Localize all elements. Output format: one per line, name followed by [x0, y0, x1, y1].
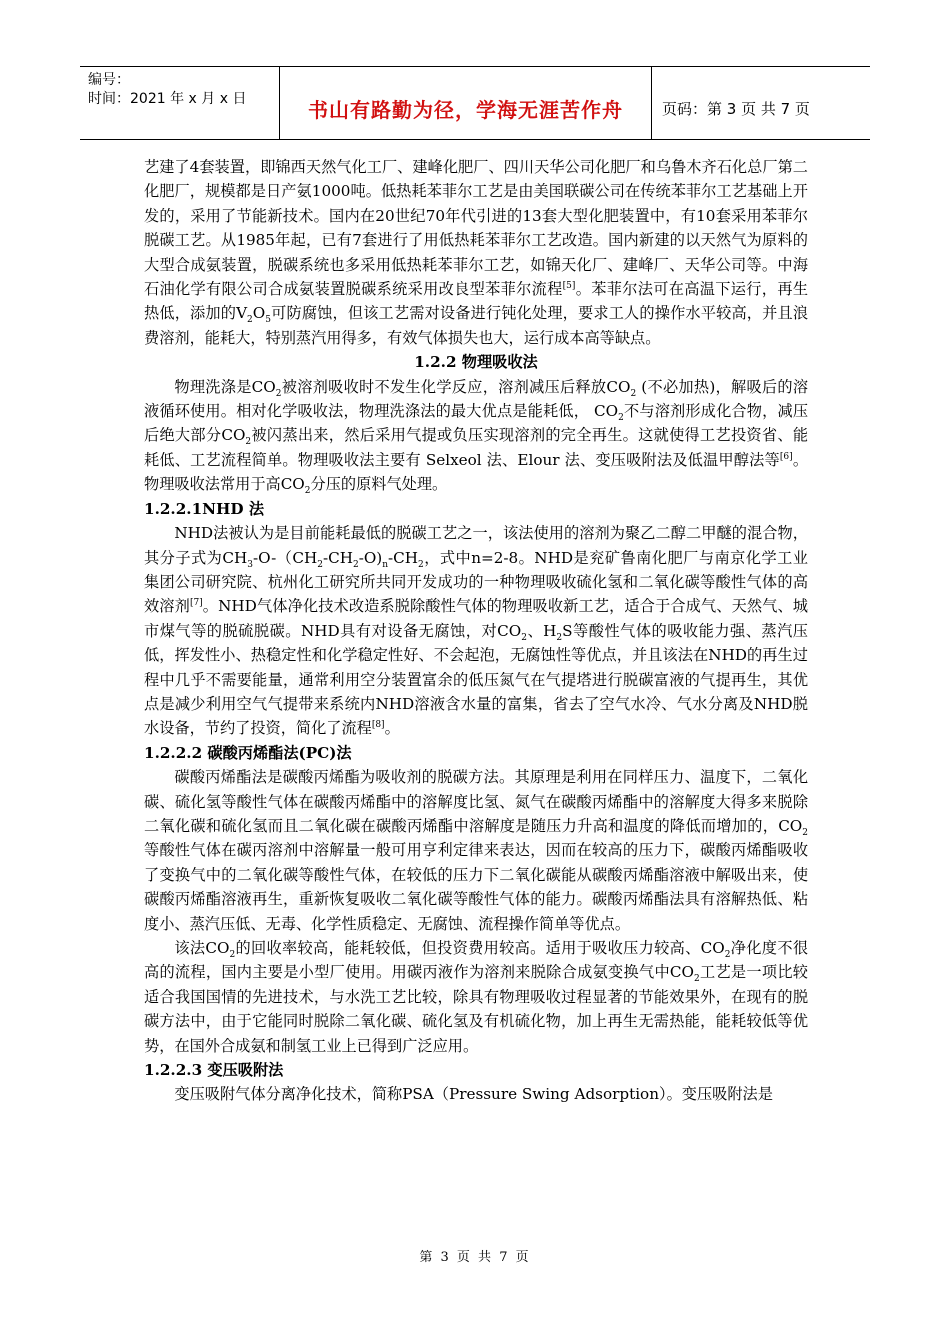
header-page-number: 页码：第 3 页 共 7 页 [662, 99, 810, 118]
body-paragraph: 物理洗涤是$CO_2$被溶剂吸收时不发生化学反应，溶剂减压后释放$CO_2$ (不必加热)，解吸后的溶液循环使用。相对化学吸收法，物理洗涤法的最大优点是能耗低， $CO_2$不与溶剂形成化合物，减压后绝大部分$CO_2$被闪蒸出来，然后采用气提或负压实现溶剂的完全再生。这就使得工艺投资省、能耗低、工艺流程简单。物理吸收法主要有 Selxeol 法、Elour 法、变压吸附法及低温甲醇法等[6]。物理吸收法常用于高$CO_2$分压的原料气处理。 [144, 377, 809, 497]
body-paragraph: 艺建了4套装置，即锦西天然气化工厂、建峰化肥厂、四川天华公司化肥厂和乌鲁木齐石化总厂第二化肥厂，规模都是日产氨1000吨。低热耗苯菲尔工艺是由美国联碳公司在传统苯菲尔工艺基础上开发的，采用了节能新技术。国内在20世纪70年代引进的13套大型化肥装置中，有10套采用苯菲尔脱碳工艺。从1985年起，已有7套进行了用低热耗苯菲尔工艺改造。国内新建的以天然气为原料的大型合成氨装置，脱碳系统也多采用低热耗苯菲尔工艺，如锦天化厂、建峰厂、天华公司等。中海石油化学有限公司合成氨装置脱碳系统采用改良型苯菲尔流程[5]。苯菲尔法可在高温下运行，再生热低，添加的$V_2O_5$可防腐蚀，但该工艺需对设备进行钝化处理，要求工人的操作水平较高，并且浪费溶剂，能耗大，特别蒸汽用得多，有效气体损失也大，运行成本高等缺点。 [144, 158, 809, 347]
body-paragraph: 该法$CO_2$的回收率较高，能耗较低，但投资费用较高。适用于吸收压力较高、$CO_2$净化度不很高的流程，国内主要是小型厂使用。用碳丙液作为溶剂来脱除合成氨变换气中$CO_2$工艺是一项比较适合我国国情的先进技术，与水洗工艺比较，除具有物理吸收过程显著的节能效果外，在现有的脱碳方法中，由于它能同时脱除二氧化碳、硫化氢及有机硫化物，加上再生无需热能，能耗较低等优势，在国外合成氨和制氢工业上已得到广泛应用。 [144, 939, 809, 1055]
header-motto: 书山有路勤为径，学海无涯苦作舟 [280, 67, 652, 139]
body-paragraph: 碳酸丙烯酯法是碳酸丙烯酯为吸收剂的脱碳方法。其原理是利用在同样压力、温度下，二氧化碳、硫化氢等酸性气体在碳酸丙烯酯中的溶解度比氢、氮气在碳酸丙烯酯中的溶解度大得多来脱除二氧化碳和硫化氢而且二氧化碳在碳酸丙烯酯中溶解度是随压力升高和温度的降低而增加的，$CO_2$等酸性气体在碳丙溶剂中溶解量一般可用亨利定律来表达，因而在较高的压力下，碳酸丙烯酯吸收了变换气中的二氧化碳等酸性气体，在较低的压力下二氧化碳能从碳酸丙烯酯溶液中解吸出来，使碳酸丙烯酯溶液再生，重新恢复吸收二氧化碳等酸性气体的能力。碳酸丙烯酯法具有溶解热低、粘度小、蒸汽压低、无毒、化学性质稳定、无腐蚀、流程操作简单等优点。 [144, 768, 808, 933]
section-heading-1-2-2: 1.2.2 物理吸收法 [414, 353, 538, 372]
body-paragraph: NHD法被认为是目前能耗最低的脱碳工艺之一，该法使用的溶剂为聚乙二醇二甲醚的混合物，其分子式为$CH_3-O-(CH_2-CH_2-O)_n-CH_2$，式中n=2-8。NHD是兖矿鲁南化肥厂与南京化学工业集团公司研究院、杭州化工研究所共同开发成功的一种物理吸收硫化氢和二氧化碳等酸性气体的高效溶剂[7]。NHD气体净化技术改造系脱除酸性气体的物理吸收新工艺，适合于合成气、天然气、城市煤气等的脱硫脱碳。NHD具有对设备无腐蚀，对$CO_2$、$H_2S$等酸性气体的吸收能力强、蒸汽压低，挥发性小、热稳定性和化学稳定性好、不会起泡，无腐蚀性等优点，并且该法在NHD的再生过程中几乎不需要能量，通常利用空分装置富余的低压氮气在气提塔进行脱碳富液的气提再生，其优点是减少利用空气气提带来系统内NHD溶液含水量的富集，省去了空气水冷、气水分离及NHD脱水设备，节约了投资，简化了流程[8]。 [144, 524, 808, 738]
body-paragraph: 变压吸附气体分离净化技术，简称PSA（Pressure Swing Adsorption）。变压吸附法是 [174, 1085, 773, 1104]
header-meta [80, 67, 280, 139]
document-date-label: 时间：2021 年 x 月 x 日 [88, 91, 247, 107]
page-footer: 第 3 页 共 7 页 [419, 1250, 531, 1265]
page-header [80, 66, 870, 140]
document-number-label: 编号： [88, 72, 130, 88]
document-body [144, 155, 808, 1107]
section-heading-1-2-2-1: 1.2.2.1NHD 法 [144, 499, 265, 518]
section-heading-1-2-2-3: 1.2.2.3 变压吸附法 [144, 1061, 284, 1080]
section-heading-1-2-2-2: 1.2.2.2 碳酸丙烯酯法(PC)法 [144, 743, 352, 762]
